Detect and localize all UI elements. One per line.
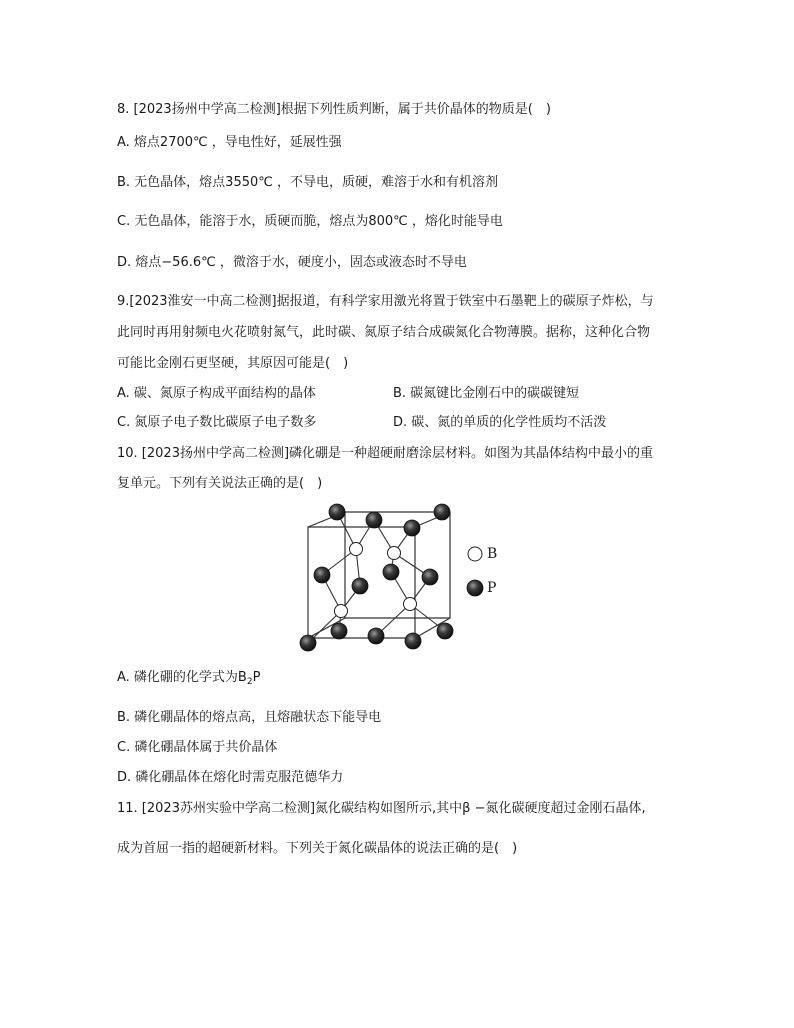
legend-p-symbol: [467, 580, 483, 596]
p-atom: [331, 623, 347, 639]
legend-b-symbol: [468, 547, 482, 561]
p-atom: [404, 520, 420, 536]
q10-option-a: [117, 669, 260, 691]
p-atom: [437, 623, 453, 639]
q10-stem-line-2: 复单元。下列有关说法正确的是( ): [117, 476, 323, 491]
q10-option-a-suffix: P: [252, 670, 261, 685]
q8-option-b: B. 无色晶体，熔点3550℃ ，不导电，质硬，难溶于水和有机溶剂: [117, 175, 498, 190]
b-atom: [388, 547, 401, 560]
p-atom: [368, 628, 384, 644]
q9-stem-line-2: 此同时再用射频电火花喷射氮气，此时碳、氮原子结合成碳氮化合物薄膜。据称，这种化合物: [117, 325, 651, 340]
q10-stem-line-1: 10. [2023扬州中学高二检测]磷化硼是一种超硬耐磨涂层材料。如图为其晶体结构中最小的重: [117, 446, 654, 461]
p-atom: [434, 504, 450, 520]
q8-option-c: C. 无色晶体，能溶于水，质硬而脆，熔点为800℃ ，熔化时能导电: [117, 214, 503, 229]
p-atom: [405, 633, 421, 649]
back-face: [345, 512, 450, 618]
q10-option-b: B. 磷化硼晶体的熔点高，且熔融状态下能导电: [117, 710, 382, 725]
legend-b-label: B: [487, 546, 498, 562]
b-atom: [335, 605, 348, 618]
q10-option-a-prefix: A. 磷化硼的化学式为B: [117, 670, 247, 685]
q9-stem-line-3: 可能比金刚石更坚硬，其原因可能是( ): [117, 356, 349, 371]
q8-stem: 8. [2023扬州中学高二检测]根据下列性质判断，属于共价晶体的物质是( ): [117, 102, 551, 117]
q9-option-a: A. 碳、氮原子构成平面结构的晶体: [117, 386, 316, 401]
q11-stem-line-2: 成为首屈一指的超硬新材料。下列关于氮化碳晶体的说法正确的是( ): [117, 841, 518, 856]
q11-stem-line-1: 11. [2023苏州实验中学高二检测]氮化碳结构如图所示,其中β −氮化碳硬度超过金刚石晶体,: [117, 801, 646, 816]
boron-phosphide-unit-cell-diagram: [290, 500, 520, 660]
p-atom: [383, 564, 399, 580]
q8-option-a: A. 熔点2700℃ ，导电性好，延展性强: [117, 135, 342, 150]
q10-option-a-subscript: 2: [246, 677, 253, 687]
p-atom: [422, 569, 438, 585]
p-atom: [329, 504, 345, 520]
p-atom: [366, 512, 382, 528]
q9-option-b: B. 碳氮键比金刚石中的碳碳键短: [393, 386, 580, 401]
p-atom: [352, 578, 368, 594]
q10-option-c: C. 磷化硼晶体属于共价晶体: [117, 740, 278, 755]
q9-stem-line-1: 9.[2023淮安一中高二检测]据报道，有科学家用激光将置于铁室中石墨靶上的碳原子炸松，与: [117, 294, 654, 309]
q9-option-c: C. 氮原子电子数比碳原子电子数多: [117, 415, 317, 430]
q10-option-d: D. 磷化硼晶体在熔化时需克服范德华力: [117, 770, 344, 785]
b-atom: [350, 543, 363, 556]
q8-option-d: D. 熔点−56.6℃ ，微溶于水，硬度小，固态或液态时不导电: [117, 255, 467, 270]
q9-option-d: D. 碳、氮的单质的化学性质均不活泼: [393, 415, 607, 430]
p-atom: [314, 567, 330, 583]
b-atoms: [335, 543, 417, 618]
b-atom: [404, 598, 417, 611]
legend-p-label: P: [487, 580, 497, 596]
p-atom: [300, 635, 316, 651]
